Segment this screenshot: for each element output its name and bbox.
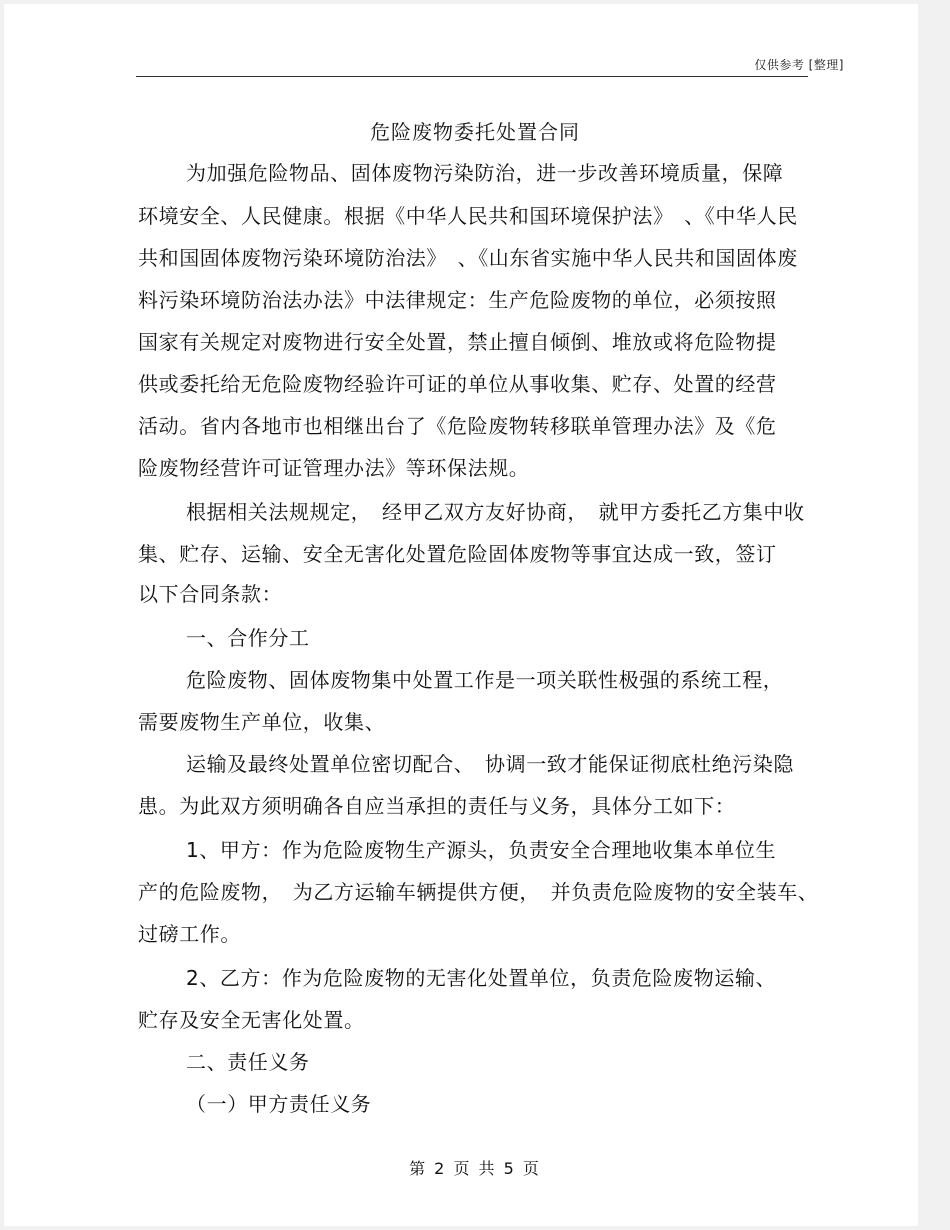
body-line: 共和国固体废物污染环境防治法》 、《山东省实施中华人民共和国固体废 xyxy=(138,246,798,270)
header-divider xyxy=(136,76,808,77)
body-line: 需要废物生产单位，收集、 xyxy=(138,710,386,734)
body-line: 过磅工作。 xyxy=(138,922,241,946)
body-line: 2、乙方：作为危险废物的无害化处置单位，负责危险废物运输、 xyxy=(186,966,777,990)
document-page xyxy=(4,4,918,1226)
body-line: 环境安全、人民健康。根据《中华人民共和国环境保护法》 、《中华人民 xyxy=(138,204,798,228)
body-line: 料污染环境防治法办法》中法律规定：生产危险废物的单位，必须按照 xyxy=(138,288,777,312)
body-line: 1、甲方：作为危险废物生产源头，负责安全合理地收集本单位生 xyxy=(186,838,777,862)
body-line: 产的危险废物， 为乙方运输车辆提供方便， 并负责危险废物的安全装车、 xyxy=(138,880,819,904)
body-line: 国家有关规定对废物进行安全处置，禁止擅自倾倒、堆放或将危险物提 xyxy=(138,330,777,354)
body-line: 患。为此双方须明确各自应当承担的责任与义务，具体分工如下： xyxy=(138,794,736,818)
section-heading: 二、责任义务 xyxy=(186,1050,310,1074)
body-line: 危险废物、固体废物集中处置工作是一项关联性极强的系统工程， xyxy=(186,668,784,692)
body-line: 以下合同条款： xyxy=(138,582,283,606)
header-note: 仅供参考 [整理] xyxy=(754,58,844,72)
body-line: 为加强危险物品、固体废物污染防治，进一步改善环境质量，保障 xyxy=(186,161,784,185)
body-line: 运输及最终处置单位密切配合、 协调一致才能保证彻底杜绝污染隐 xyxy=(186,752,794,776)
body-line: 供或委托给无危险废物经验许可证的单位从事收集、贮存、处置的经营 xyxy=(138,372,777,396)
body-line: 险废物经营许可证管理办法》等环保法规。 xyxy=(138,456,530,480)
subsection-heading: （一）甲方责任义务 xyxy=(186,1092,372,1116)
body-line: 贮存及安全无害化处置。 xyxy=(138,1008,365,1032)
section-heading: 一、合作分工 xyxy=(186,626,310,650)
body-line: 集、贮存、运输、安全无害化处置危险固体废物等事宜达成一致，签订 xyxy=(138,542,777,566)
body-line: 活动。省内各地市也相继出台了《危险废物转移联单管理办法》及《危 xyxy=(138,414,777,438)
page-number: 第 2 页 共 5 页 xyxy=(409,1159,541,1178)
document-title: 危险废物委托处置合同 xyxy=(370,120,580,144)
body-line: 根据相关法规规定， 经甲乙双方友好协商， 就甲方委托乙方集中收 xyxy=(186,500,805,524)
